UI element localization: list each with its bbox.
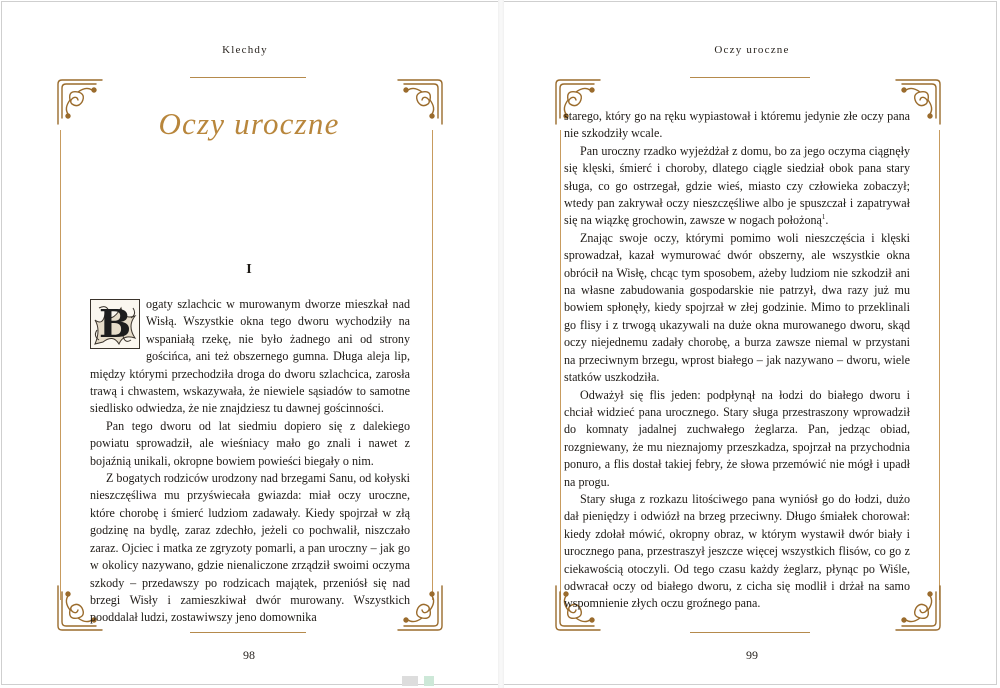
bottom-rule xyxy=(690,632,810,633)
paragraph-text: ogaty szlachcic w murowanym dworze mieszkał nad Wisłą. Wszystkie okna tego dworu wychodziły na wspaniałą rzekę, nie było żadnego ani od strony gościńca, ani też obszernego gumna. Długa aleja lip, między którymi przechodziła droga do dworu szlachcica, zarosła trawą i chwastem, wskazywała, że niewiele sąsiadów to samotne siedlisko odwiedza, że nie znajdziesz tu dawnej gościnności. xyxy=(90,297,410,416)
paragraph: starego, który go na ręku wypiastował i któremu jedynie złe oczy pana nie szkodziły wcale. xyxy=(564,109,910,141)
paragraph: Stary sługa z rozkazu litościwego pana wyniósł go do łodzi, dużo dał pieniędzy i odwiózł na brzeg przeciwny. Długo śmiałek chorował: kiedy zdołał mówić, okropny obraz, w którym wystawił dwór biały i urocznego pana, przestraszył jeszcze więcej wszystkich flisów, co go z ciekawością otoczyli. Od tego czasu każdy żeglarz, płynąc po Wiśle, odwracał oczy od białego dworu, z cicha się modlił i drżał na samo wspomnienie złych oczu groźnego pana. xyxy=(564,491,910,611)
paragraph: Pan uroczny rzadko wyjeżdżał z domu, bo za jego oczyma ciągnęły się klęski, śmierć i choroby, dlatego ciągle siedział obok pana stary sługa, co go ostrzegał, gdzie wieś, miasto czy człowieka zobaczył; wtedy pan zakrywał oczy nieszczęśliwe albo je spuszczał i zapatrywał się na wiązkę grochowin, zawsze w nogach położoną$^1$. xyxy=(564,143,910,228)
dropcap-flourish-icon xyxy=(90,299,140,349)
running-head: Klechdy xyxy=(222,44,268,56)
top-rule xyxy=(690,77,810,78)
running-head: Oczy uroczne xyxy=(714,44,790,56)
paragraph-text: Pan uroczny rzadko wyjeżdżał z domu, bo za jego oczyma ciągnęły się klęski, śmierć i choroby, dlatego ciągle siedział obok pana stary sługa, co go ostrzegał, gdzie wieś, miasto czy człowieka zobaczył; wtedy pan zakrywał oczy nieszczęśliwe albo je spuszczał i zapatrywał się na wiązkę grochowin, zawsze w nogach położoną xyxy=(564,143,910,228)
left-body-text xyxy=(90,296,410,627)
paragraph: Znając swoje oczy, którymi pomimo woli nieszczęścia i klęski sprowadzał, kazał wymurować dwór obszerny, ale wszystkie okna obrócił na Wisłę, chcąc tym sposobem, ażeby ludziom nie szkodził ani na własne zabudowania gospodarskie nie patrzył, dwa razy już mu bowiem spłonęły, kiedy spojrzał w złej godzinie. Mimo to przeklinali go flisy i z trwogą ukazywali na duże okna murowanego dworu, skąd oczy niejednemu zadały chorobę, a burza zawsze niemal w przystani na przeciwnym brzegu, wprost białego – jak nazywano – dworu, wiele statków uszkodziła. xyxy=(564,230,910,385)
right-side-rule xyxy=(432,130,433,600)
left-side-rule xyxy=(60,130,61,600)
page-number: 98 xyxy=(243,648,255,662)
paragraph: Pan tego dworu od lat siedmiu dopiero się z dalekiego powiatu sprowadził, ale wieśniacy mało go znali i nawet z bojaźnią unikali, okropne bowiem powieści biegały o nim. xyxy=(90,418,410,468)
chapter-title: Oczy uroczne xyxy=(158,106,340,141)
right-body-text xyxy=(564,108,910,613)
left-side-rule xyxy=(560,130,561,600)
right-page xyxy=(504,0,1000,688)
dropcap-letter: B xyxy=(98,301,132,346)
bottom-rule xyxy=(190,632,306,633)
paragraph: Z bogatych rodziców urodzony nad brzegami Sanu, od kołyski nieszczęśliwa mu przyświecała gwiazda: miał oczy uroczne, które chorobę i śmierć ludziom zadawały. Kiedy spojrzał w złą godzinę na bydlę, zaraz zdechło, jeżeli co pochwalił, niszczało zaraz. Ojciec i matka ze zgryzoty pomarli, a pan uroczny – jak go w okolicy nazywano, gdzie nienaliczone zrządził swoimi oczyma szkody – przedawszy po rodzicach majątek, przeniósł się nad brzegi Wisły i zamieszkiwał dwór murowany. Wszystkich pooddalał ludzi, zostawiwszy jeno domownika xyxy=(90,471,410,625)
footnote-marker[interactable]: 1 xyxy=(821,213,826,222)
paragraph xyxy=(90,296,410,418)
printer-mark xyxy=(402,676,418,686)
printer-mark xyxy=(424,676,434,686)
right-side-rule xyxy=(939,130,940,600)
section-number: I xyxy=(246,262,252,277)
left-page xyxy=(0,0,498,688)
paragraph: Odważył się flis jeden: podpłynął na łodzi do białego dworu i chciał widzieć pana urocznego. Stary sługa przestraszony wprowadził do komnaty jadalnej zuchwałego żeglarza. Pan, jedząc obiad, rozgniewany, że mu nieznajomy przeszkadza, spojrzał na przychodnia ponuro, a flis dostał takiej febry, że słowa przemówić nie mógł i upadł na progu. xyxy=(564,387,910,489)
top-rule xyxy=(190,77,306,78)
page-number: 99 xyxy=(746,648,758,662)
